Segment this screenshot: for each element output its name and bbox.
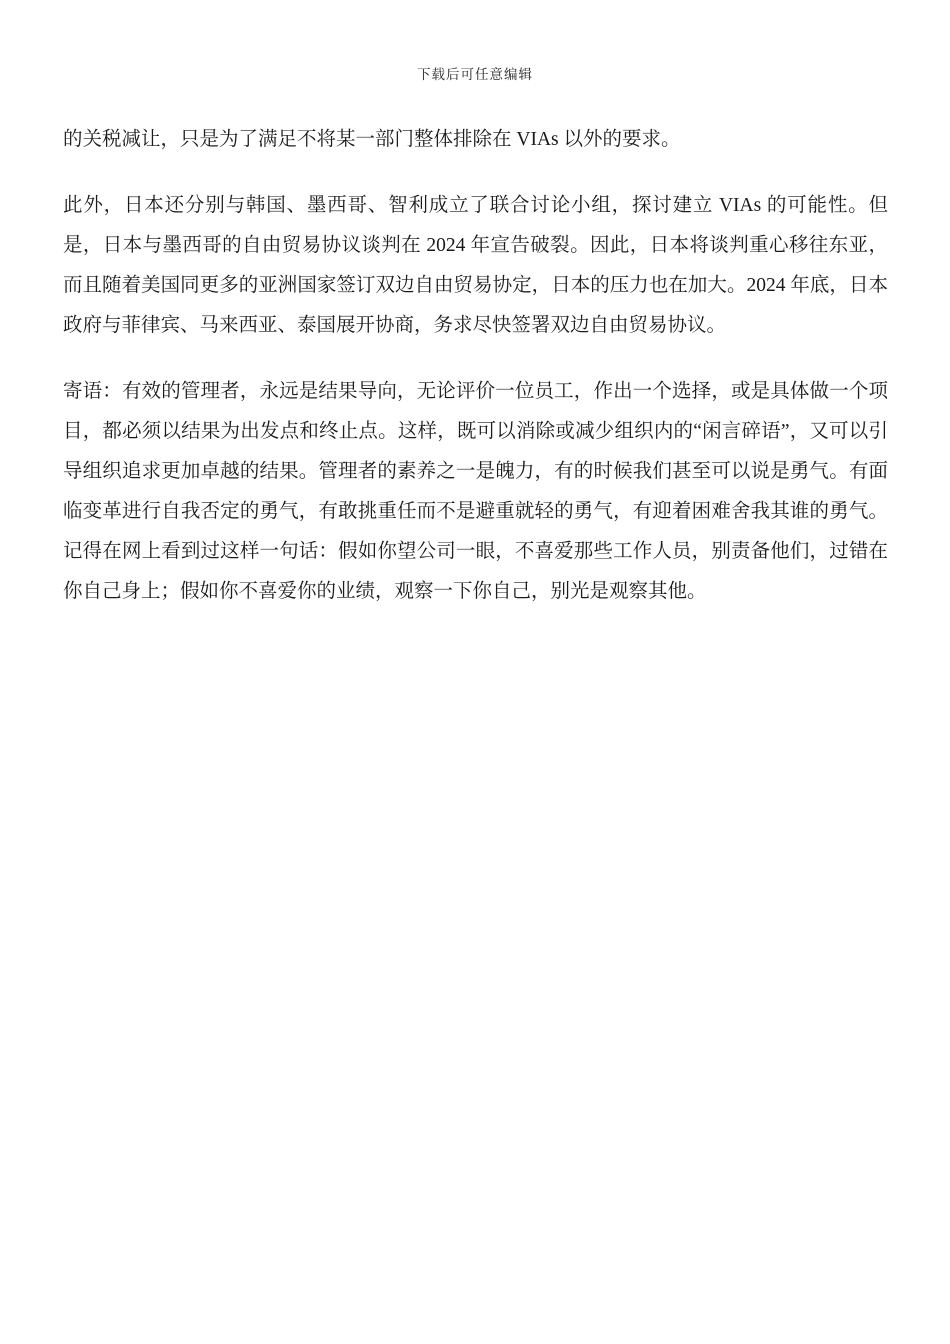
paragraph-tariff-concession: 的关税减让，只是为了满足不将某一部门整体排除在 VIAs 以外的要求。	[63, 129, 681, 150]
paragraph-japan-trade-talks: 此外，日本还分别与韩国、墨西哥、智利成立了联合讨论小组，探讨建立 VIAs 的可能性。但是，日本与墨西哥的自由贸易协议谈判在 2024 年宣告破裂。因此，日本将谈判重心移往东亚，而且随着美国同更多的亚洲国家签订双边自由贸易协定，日本的压力也在加大。2024 年底，日本政府与菲律宾、马来西亚、泰国展开协商，务求尽快签署双边自由贸易协议。	[63, 195, 888, 336]
editable-note-header: 下载后可任意编辑	[417, 67, 533, 82]
document-body-text	[63, 120, 888, 612]
paragraph-manager-message: 寄语：有效的管理者，永远是结果导向，无论评价一位员工，作出一个选择，或是具体做一个项目，都必须以结果为出发点和终止点。这样，既可以消除或减少组织内的“闲言碎语”，又可以引导组织追求更加卓越的结果。管理者的素养之一是魄力，有的时候我们甚至可以说是勇气。有面临变革进行自我否定的勇气，有敢挑重任而不是避重就轻的勇气，有迎着困难舍我其谁的勇气。记得在网上看到过这样一句话：假如你望公司一眼，不喜爱那些工作人员，别责备他们，过错在你自己身上；假如你不喜爱你的业绩，观察一下你自己，别光是观察其他。	[63, 381, 888, 602]
